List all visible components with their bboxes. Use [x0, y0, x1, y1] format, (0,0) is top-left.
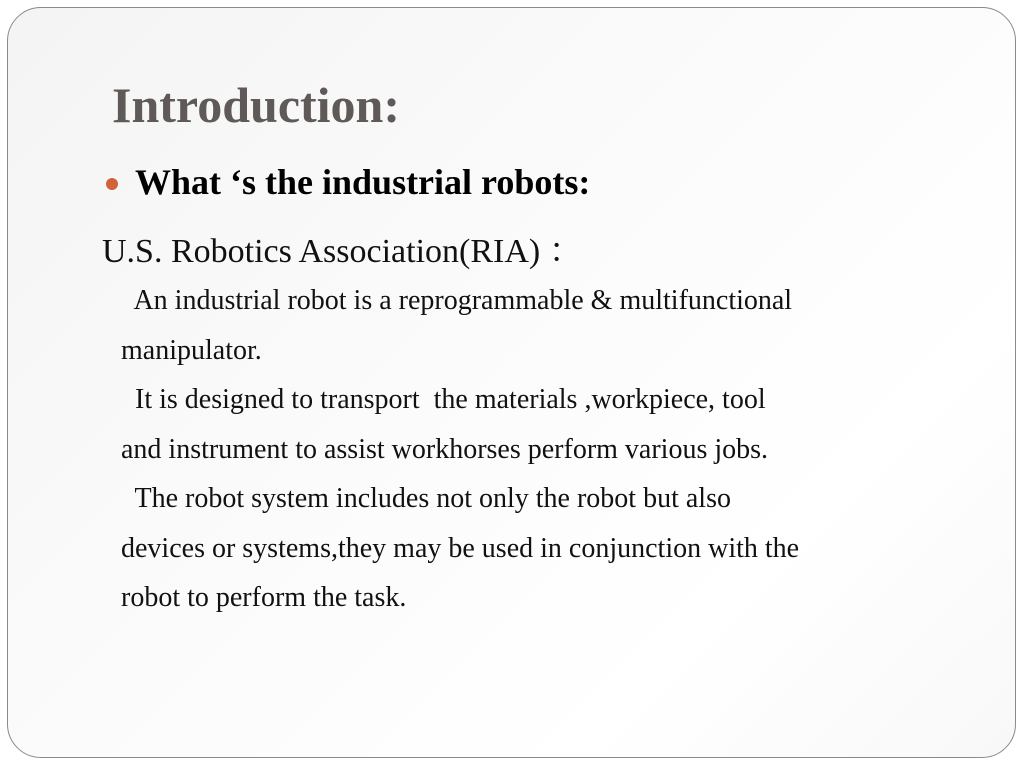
- slide-title: Introduction:: [112, 77, 401, 133]
- body-line-5: The robot system includes not only the robot but also: [121, 483, 731, 514]
- body-line-2: manipulator.: [121, 334, 262, 366]
- body-line-3: It is designed to transport the materials ,workpiece, tool: [121, 384, 766, 415]
- body-line-4: and instrument to assist workhorses perform various jobs.: [121, 433, 769, 465]
- bullet-item: [106, 161, 590, 203]
- bullet-marker-icon: [106, 178, 118, 190]
- bullet-text: What ‘s the industrial robots:: [135, 162, 591, 202]
- body-line-6: devices or systems,they may be used in conjunction with the: [121, 532, 800, 564]
- definition-paragraph: [121, 276, 961, 623]
- body-line-7: robot to perform the task.: [121, 582, 407, 613]
- slide-frame: [7, 7, 1016, 758]
- source-line: U.S. Robotics Association(RIA) ：: [102, 233, 583, 270]
- body-line-1: An industrial robot is a reprogrammable & multifunctional: [121, 285, 793, 316]
